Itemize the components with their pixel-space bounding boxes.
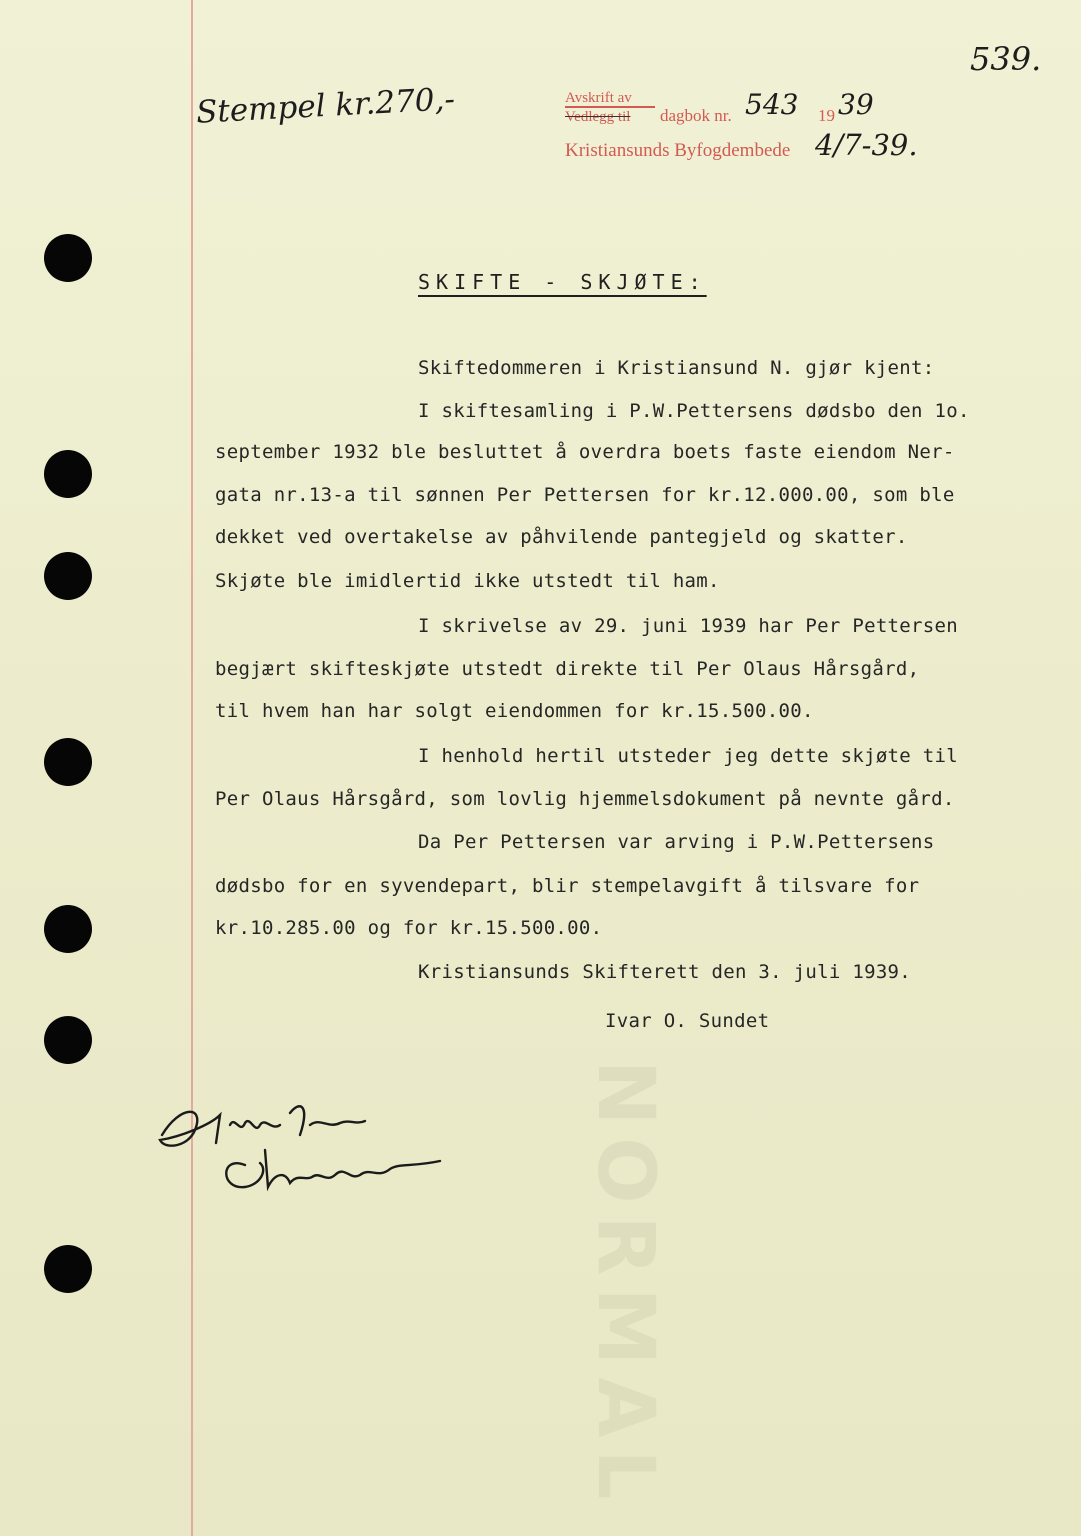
- stamp-dagbok-label: dagbok nr.: [660, 106, 732, 125]
- body-line: I henhold hertil utsteder jeg dette skjøte til: [418, 745, 958, 767]
- body-line: Per Olaus Hårsgård, som lovlig hjemmelsdokument på nevnte gård.: [215, 788, 955, 810]
- page-number: 539.: [970, 40, 1042, 78]
- punch-hole: [44, 450, 92, 498]
- watermark: NORMAL: [580, 1060, 670, 1512]
- punch-hole: [44, 905, 92, 953]
- punch-hole: [44, 1245, 92, 1293]
- body-line: kr.10.285.00 og for kr.15.500.00.: [215, 917, 603, 939]
- stamp-date: 4/7-39.: [815, 128, 918, 162]
- document-title: SKIFTE - SKJØTE:: [418, 270, 707, 294]
- stamp-vedlegg: Vedlegg til: [565, 109, 631, 125]
- typed-signature: Ivar O. Sundet: [605, 1010, 770, 1032]
- body-line: Kristiansunds Skifterett den 3. juli 1939.: [418, 961, 912, 983]
- margin-line: [191, 0, 193, 1536]
- stamp-avskrift: Avskrift av: [565, 90, 632, 106]
- body-line: til hvem han har solgt eiendommen for kr.15.500.00.: [215, 700, 814, 722]
- stamp-duty-note: Stempel kr.270,-: [195, 81, 456, 131]
- punch-hole: [44, 738, 92, 786]
- body-line: dødsbo for en syvendepart, blir stempelavgift å tilsvare for: [215, 875, 920, 897]
- body-line: I skrivelse av 29. juni 1939 har Per Pettersen: [418, 615, 958, 637]
- punch-hole: [44, 552, 92, 600]
- stamp-underline: [565, 106, 655, 108]
- dagbok-year: 39: [838, 88, 874, 121]
- body-line: dekket ved overtakelse av påhvilende pantegjeld og skatter.: [215, 526, 908, 548]
- body-line: Skiftedommeren i Kristiansund N. gjør kjent:: [418, 357, 935, 379]
- stamp-year-prefix: 19: [818, 106, 835, 125]
- stamp-office: Kristiansunds Byfogdembede: [565, 140, 791, 161]
- dagbok-number: 543: [745, 88, 799, 121]
- body-line: Da Per Pettersen var arving i P.W.Pettersens: [418, 831, 935, 853]
- body-line: begjært skifteskjøte utstedt direkte til Per Olaus Hårsgård,: [215, 658, 920, 680]
- body-line: Skjøte ble imidlertid ikke utstedt til ham.: [215, 570, 720, 592]
- body-line: gata nr.13-a til sønnen Per Pettersen for kr.12.000.00, som ble: [215, 484, 955, 506]
- punch-hole: [44, 234, 92, 282]
- handwritten-signature: [150, 1095, 460, 1205]
- body-line: I skiftesamling i P.W.Pettersens dødsbo den 1o.: [418, 400, 970, 422]
- body-line: september 1932 ble besluttet å overdra boets faste eiendom Ner-: [215, 441, 955, 463]
- punch-hole: [44, 1016, 92, 1064]
